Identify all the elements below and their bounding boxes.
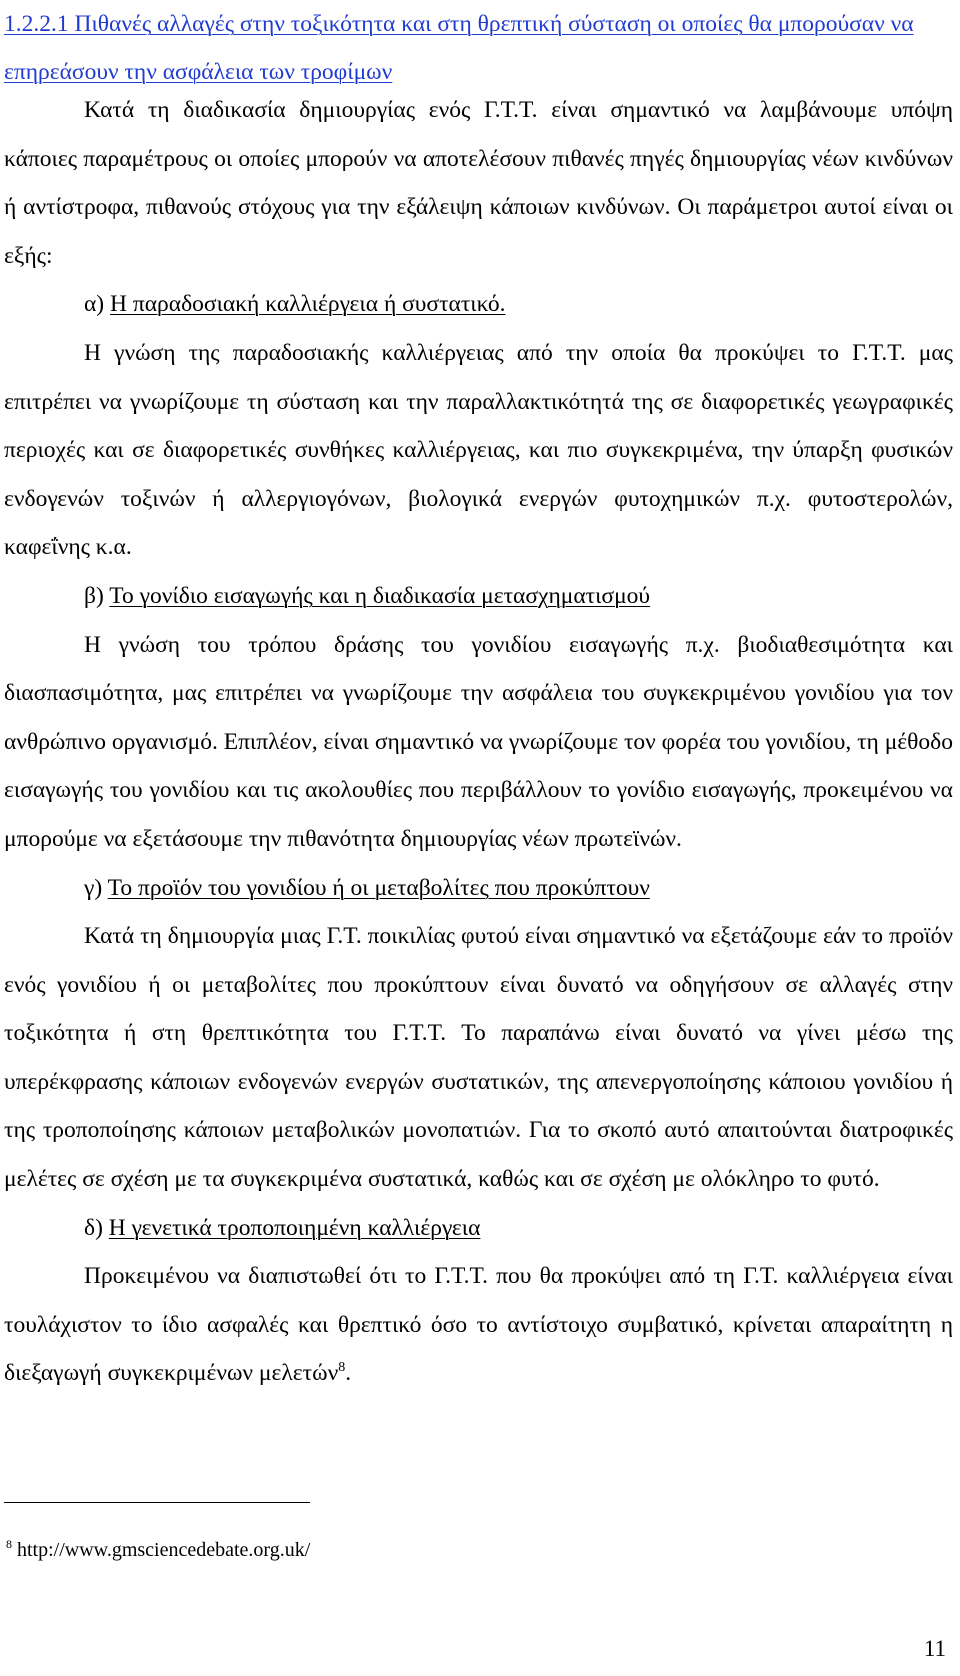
body-text — [4, 86, 953, 1398]
item-a-heading: Η παραδοσιακή καλλιέργεια ή συστατικό. — [110, 291, 506, 318]
page-number: 11 — [923, 1636, 946, 1661]
footnote — [6, 1538, 310, 1562]
item-d-text-end: . — [345, 1360, 352, 1387]
item-d-text: Προκειμένου να διαπιστωθεί ότι το Γ.Τ.Τ. που θα προκύψει από τη Γ.Τ. καλλιέργεια είναι τουλάχιστον το ίδιο ασφαλές και θρεπτικό όσο το αντίστοιχο συμβατικό, κρίνεται απαραίτητη η διεξαγωγή συγκεκριμένων μελετών — [4, 1263, 953, 1387]
footnote-separator — [4, 1502, 310, 1503]
item-d-marker: δ) — [84, 1214, 103, 1241]
footnote-number: 8 — [6, 1537, 12, 1551]
item-a-title — [4, 280, 953, 329]
footnote-link[interactable]: http://www.gmsciencedebate.org.uk/ — [17, 1539, 311, 1561]
item-c-paragraph: Κατά τη δημιουργία μιας Γ.Τ. ποικιλίας φυτού είναι σημαντικό να εξετάζουμε εάν το προϊόν ενός γονιδίου ή οι μεταβολίτες που προκύπτουν είναι δυνατό να οδηγήσουν σε αλλαγές στην τοξικότητα ή στη θρεπτικότητα του Γ.Τ.Τ. Το παραπάνω είναι δυνατό να γίνει μέσω της υπερέκφρασης κάποιων ενδογενών ενεργών συστατικών, της απενεργοποίησης κάποιου γονιδίου ή της τροποποίησης κάποιων μεταβολικών μονοπατιών. Για το σκοπό αυτό απαιτούνται διατροφικές μελέτες σε σχέση με τα συγκεκριμένα συστατικά, καθώς και σε σχέση με ολόκληρο το φυτό. — [4, 923, 953, 1193]
item-b-heading: Το γονίδιο εισαγωγής και η διαδικασία μετασχηματισμού — [109, 582, 651, 609]
item-d-heading: Η γενετικά τροποποιημένη καλλιέργεια — [108, 1214, 481, 1241]
item-c-title — [4, 864, 953, 913]
section-heading: 1.2.2.1 Πιθανές αλλαγές στην τοξικότητα και στη θρεπτική σύσταση οι οποίες θα μπορούσαν να επηρεάσουν την ασφάλεια των τροφίμων — [4, 11, 914, 85]
item-a-paragraph: Η γνώση της παραδοσιακής καλλιέργειας από την οποία θα προκύψει το Γ.Τ.Τ. μας επιτρέπει να γνωρίζουμε τη σύσταση και την παραλλακτικότητά της σε διαφορετικές γεωγραφικές περιοχές και σε διαφορετικές συνθήκες καλλιέργειας, και πιο συγκεκριμένα, την ύπαρξη φυσικών ενδογενών τοξινών ή αλλεργιογόνων, βιολογικά ενεργών φυτοχημικών π.χ. φυτοστερολών, καφεΐνης κ.α. — [4, 339, 953, 561]
item-b-paragraph: Η γνώση του τρόπου δράσης του γονιδίου εισαγωγής π.χ. βιοδιαθεσιμότητα και διασπασιμότητα, μας επιτρέπει να γνωρίζουμε την ασφάλεια του συγκεκριμένου γονιδίου για τον ανθρώπινο οργανισμό. Επιπλέον, είναι σημαντικό να γνωρίζουμε τον φορέα του γονιδίου, τη μέθοδο εισαγωγής του γονιδίου και τις ακολουθίες που περιβάλλουν το γονίδιο εισαγωγής, προκειμένου να μπορούμε να εξετάσουμε την πιθανότητα δημιουργίας νέων πρωτεϊνών. — [4, 631, 953, 852]
item-c-heading: Το προϊόν του γονιδίου ή οι μεταβολίτες που προκύπτουν — [107, 874, 650, 901]
item-b-title — [4, 572, 953, 621]
item-d-paragraph — [4, 1252, 953, 1398]
footnote-reference[interactable]: 8 — [338, 1360, 346, 1376]
item-c-marker: γ) — [84, 874, 103, 901]
item-d-title — [4, 1204, 953, 1253]
intro-paragraph: Κατά τη διαδικασία δημιουργίας ενός Γ.Τ.Τ. είναι σημαντικό να λαμβάνουμε υπόψη κάποιες παραμέτρους οι οποίες μπορούν να αποτελέσουν πιθανές πηγές δημιουργίας νέων κινδύνων ή αντίστροφα, πιθανούς στόχους για την εξάλειψη κάποιων κινδύνων. Οι παράμετροι αυτοί είναι οι εξής: — [4, 97, 953, 269]
item-a-marker: α) — [84, 291, 105, 318]
item-b-marker: β) — [84, 582, 104, 609]
